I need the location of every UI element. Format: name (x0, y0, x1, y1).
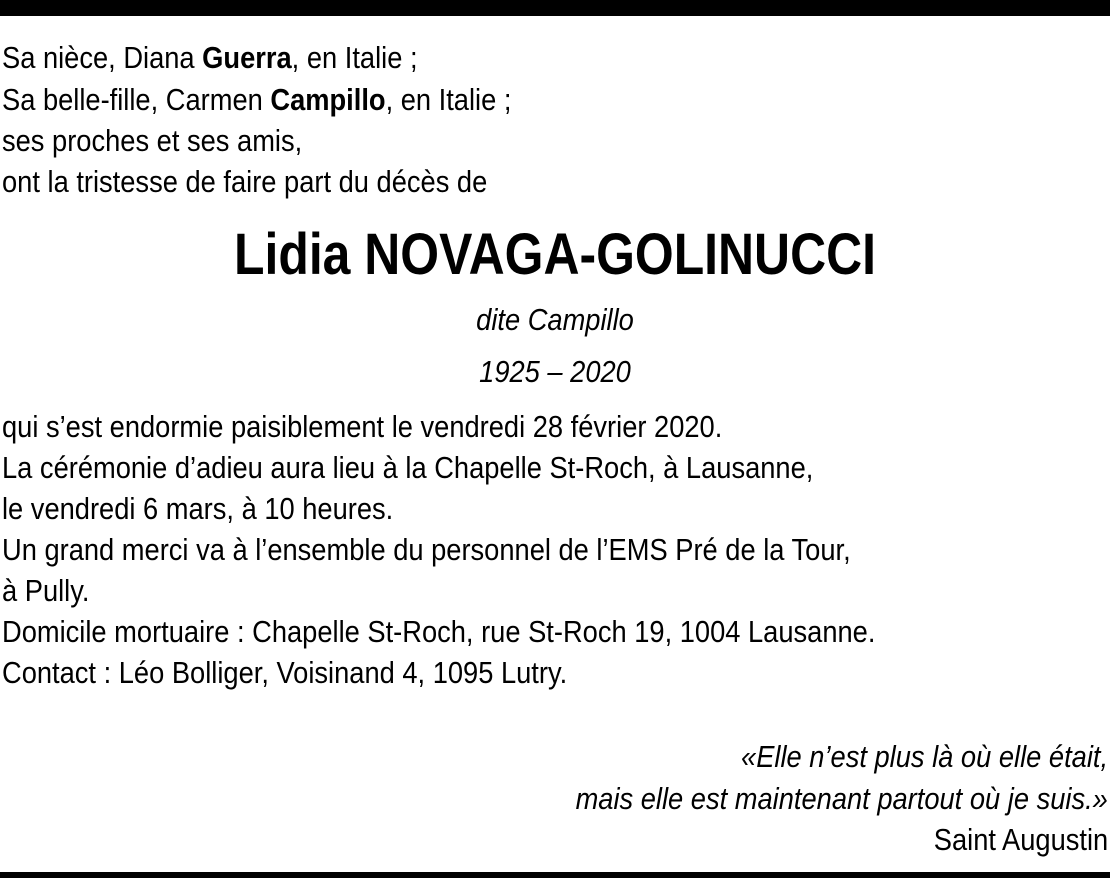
top-rule (0, 0, 1110, 16)
quote-line-1: «Elle n’est plus là où elle était, (740, 739, 1108, 774)
intro-line-daughter-in-law-prefix: Sa belle-fille, Carmen (2, 82, 271, 117)
deceased-alias: dite Campillo (476, 302, 634, 337)
deceased-name: Lidia NOVAGA-GOLINUCCI (234, 222, 876, 287)
intro-line-daughter-in-law-surname: Campillo (270, 82, 386, 117)
intro-line-niece-prefix: Sa nièce, Diana (2, 40, 203, 75)
body-line-mortuary: Domicile mortuaire : Chapelle St-Roch, rue St-Roch 19, 1004 Lausanne. (2, 614, 876, 649)
intro-line-daughter-in-law-suffix: , en Italie ; (385, 82, 512, 117)
bottom-rule (0, 872, 1110, 878)
intro-line-niece-suffix: , en Italie ; (291, 40, 418, 75)
quote-line-2: mais elle est maintenant partout où je suis.» (575, 781, 1108, 816)
body-line-ceremony-time: le vendredi 6 mars, à 10 heures. (2, 491, 394, 526)
body-line-thanks-place: à Pully. (2, 573, 90, 608)
intro-line-niece-surname: Guerra (202, 40, 292, 75)
body-line-ceremony: La cérémonie d’adieu aura lieu à la Chapelle St-Roch, à Lausanne, (2, 450, 814, 485)
intro-line-relatives: ses proches et ses amis, (2, 123, 303, 158)
body-line-contact: Contact : Léo Bolliger, Voisinand 4, 1095 Lutry. (2, 655, 568, 690)
intro-line-announcement: ont la tristesse de faire part du décès de (2, 164, 488, 199)
body-line-death-date: qui s’est endormie paisiblement le vendredi 28 février 2020. (2, 409, 723, 444)
intro-line-daughter-in-law (2, 80, 511, 120)
intro-line-niece (2, 38, 418, 78)
quote-author: Saint Augustin (933, 822, 1108, 857)
deceased-years: 1925 – 2020 (479, 354, 631, 389)
body-line-thanks: Un grand merci va à l’ensemble du personnel de l’EMS Pré de la Tour, (2, 532, 851, 567)
